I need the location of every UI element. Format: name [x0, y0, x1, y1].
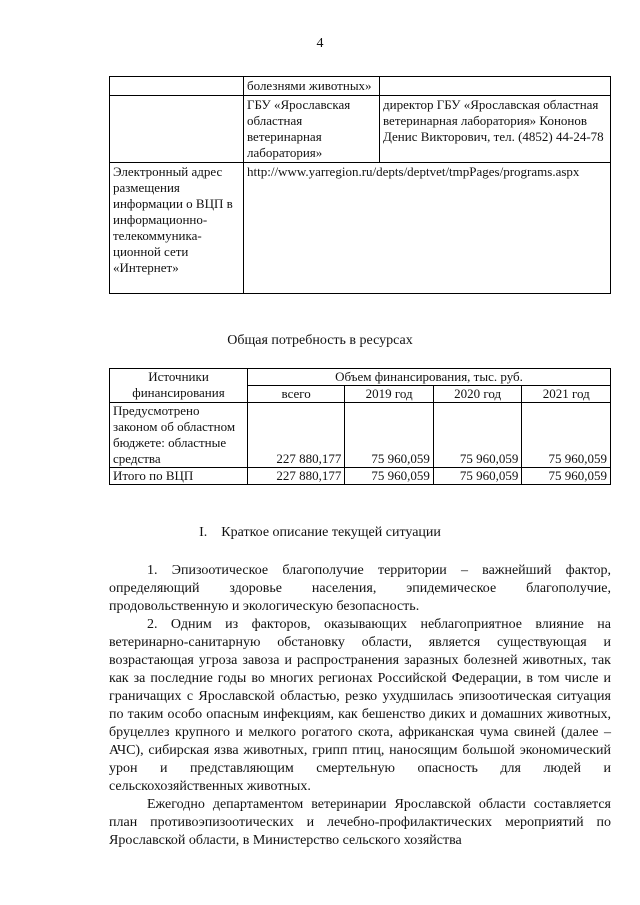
table-cell: ГБУ «Ярославская областная ветеринарная лаборатория»	[244, 96, 380, 163]
column-header-2021: 2021 год	[522, 386, 611, 403]
body-text	[109, 562, 611, 850]
column-header-volume: Объем финансирования, тыс. руб.	[248, 369, 611, 386]
program-url: http://www.yarregion.ru/depts/deptvet/tmpPages/programs.aspx	[244, 163, 611, 294]
section-heading	[0, 525, 640, 541]
table-cell: 75 960,059	[522, 468, 611, 485]
column-header-total: всего	[248, 386, 345, 403]
program-info-table	[109, 76, 611, 294]
paragraph: 1. Эпизоотическое благополучие территории – важнейший фактор, определяющий здоровье населения, эпидемическое благополучие, продовольственную и экологическую безопасность.	[109, 563, 611, 614]
table-cell: 75 960,059	[522, 403, 611, 468]
resources-title: Общая потребность в ресурсах	[227, 333, 413, 348]
table-cell: болезнями животных»	[244, 77, 380, 96]
table-cell: 75 960,059	[345, 403, 434, 468]
table-row	[110, 468, 611, 485]
paragraph: Ежегодно департаментом ветеринарии Ярославской области составляется план противоэпизоотических и лечебно-профилактических мероприятий по Ярославской области, в Министерство сельского хозяйства	[109, 797, 611, 848]
table-cell	[380, 77, 611, 96]
row-label: Предусмотрено законом об областном бюджете: областные средства	[110, 403, 248, 468]
table-cell: 227 880,177	[248, 403, 345, 468]
table-cell: 75 960,059	[433, 403, 522, 468]
paragraph: 2. Одним из факторов, оказывающих неблагоприятное влияние на ветеринарно-санитарную обстановку области, является существующая и возрастающая угроза завоза и распространения заразных болезней животных, так как за последние годы во многих регионах Российской Федерации, в том числе и граничащих с Ярославской областью, резко ухудшилась эпизоотическая ситуация по таким особо опасным инфекциям, как бешенство диких и домашних животных, бруцеллез крупного и мелкого рогатого скота, африканская чума свиней (далее – АЧС), сибирская язва животных, грипп птиц, наносящим большой экономический урон и представляющим смертельную опасность для людей и сельскохозяйственных животных.	[109, 617, 611, 794]
column-header-2019: 2019 год	[345, 386, 434, 403]
section-number: I.	[199, 525, 208, 540]
table-row	[110, 77, 611, 96]
table-row	[110, 403, 611, 468]
table-cell: 227 880,177	[248, 468, 345, 485]
table-row	[110, 163, 611, 294]
table-cell	[110, 96, 244, 163]
table-row	[110, 96, 611, 163]
table-cell: 75 960,059	[433, 468, 522, 485]
financing-table	[109, 368, 611, 485]
table-cell: 75 960,059	[345, 468, 434, 485]
column-header-source: Источники финансирования	[110, 369, 248, 403]
table-cell: Электронный адрес размещения информации о ВЦП в информационно-телекоммуника-ционной сети «Интернет»	[110, 163, 244, 294]
table-cell	[110, 77, 244, 96]
section-title: Краткое описание текущей ситуации	[221, 525, 441, 540]
table-header-row	[110, 369, 611, 386]
column-header-2020: 2020 год	[433, 386, 522, 403]
page-number: 4	[316, 36, 324, 51]
row-label: Итого по ВЦП	[110, 468, 248, 485]
table-cell: директор ГБУ «Ярославская областная ветеринарная лаборатория» Кононов Денис Викторович, тел. (4852) 44-24-78	[380, 96, 611, 163]
